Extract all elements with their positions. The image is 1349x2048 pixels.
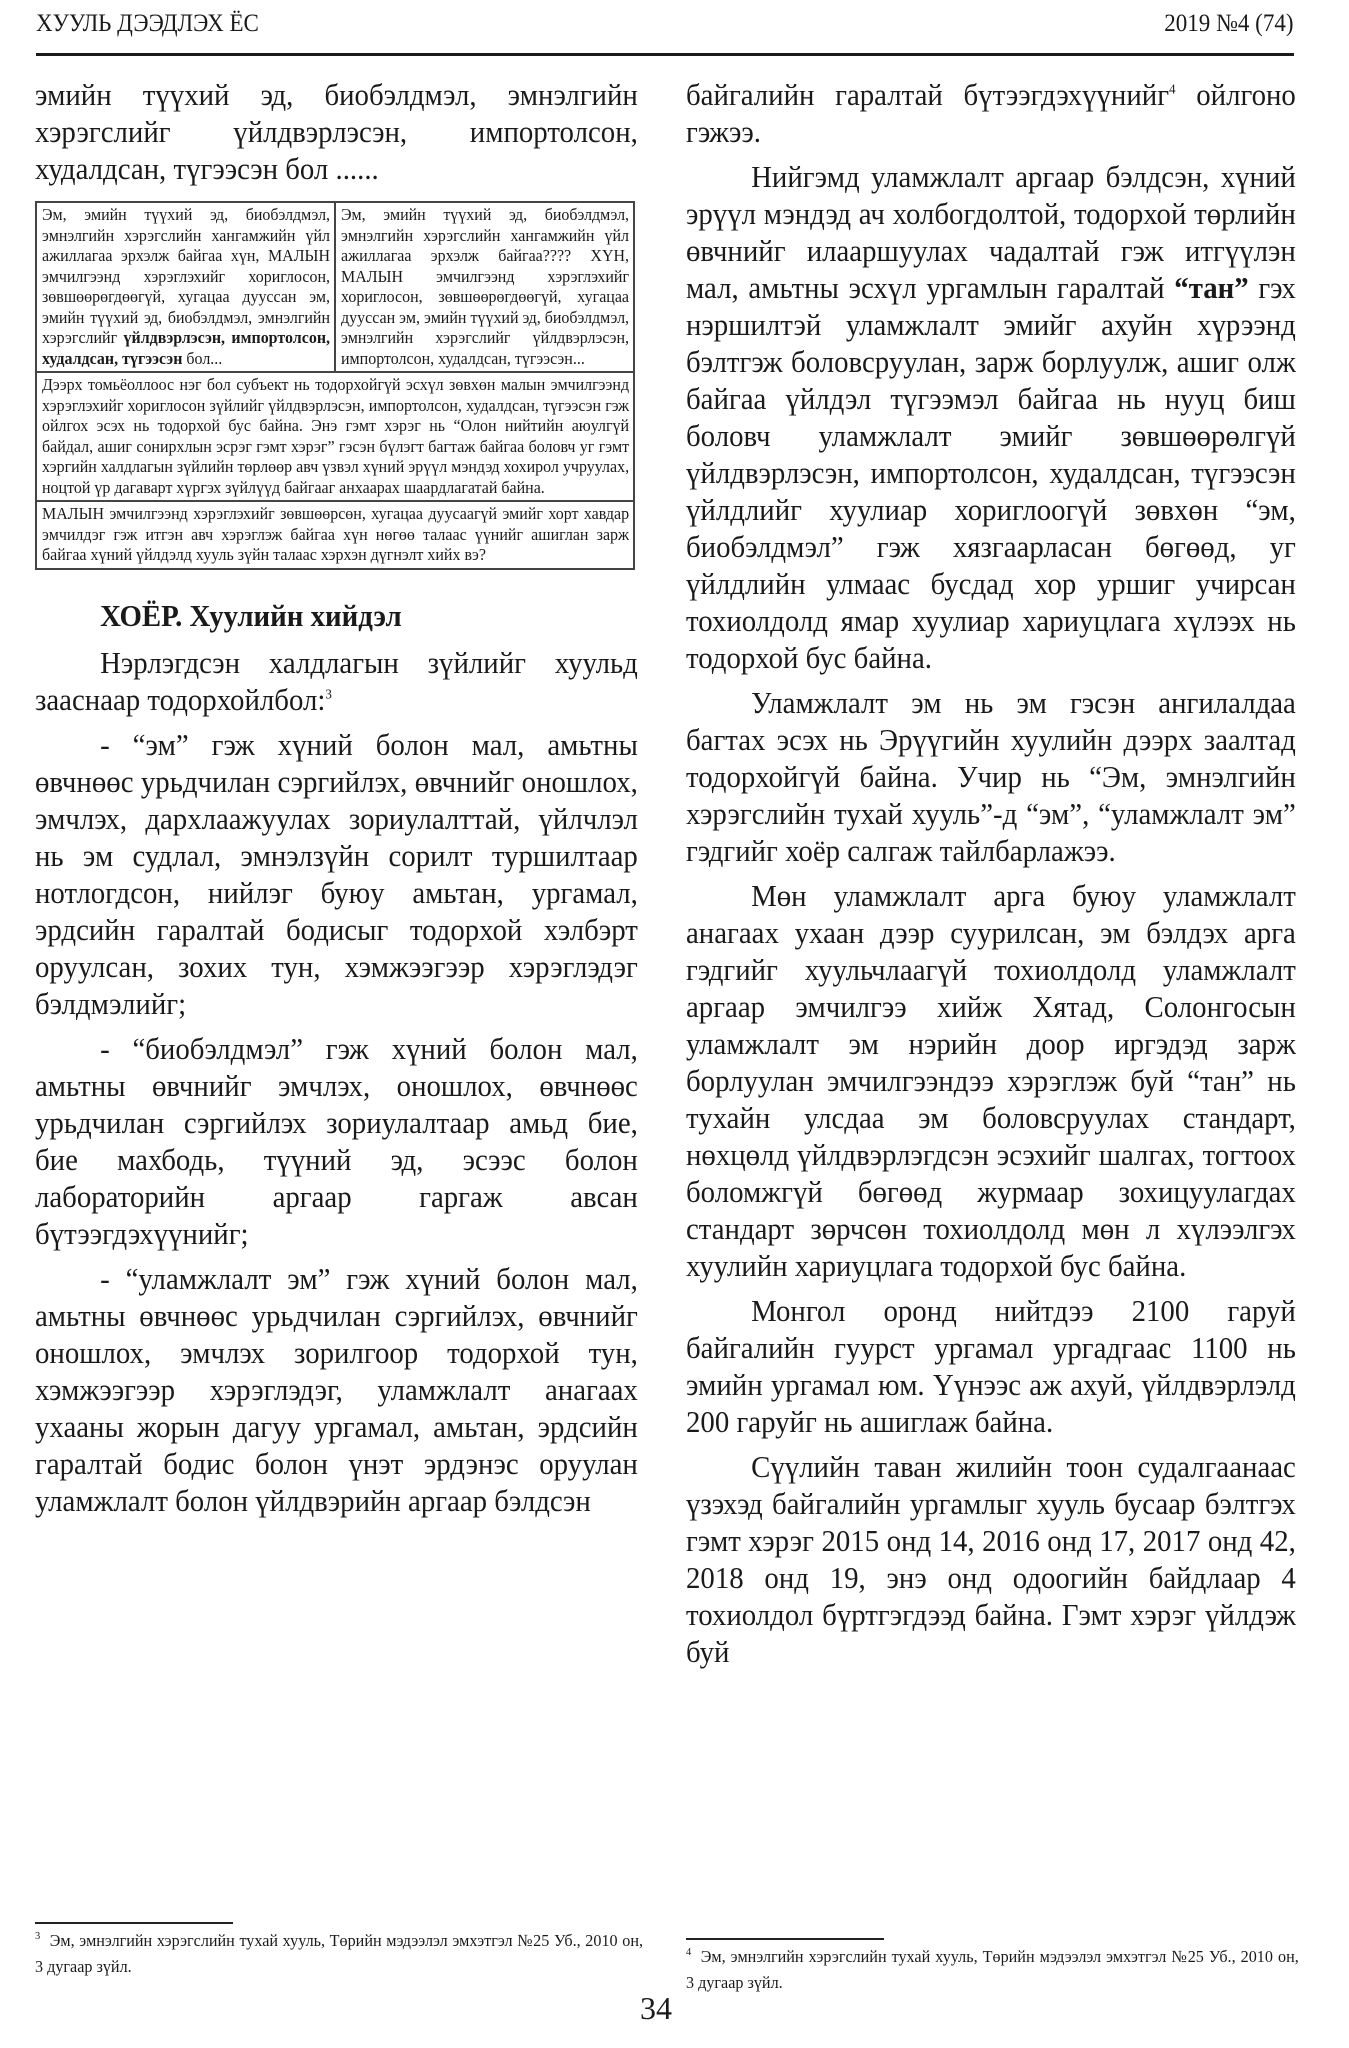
issue-number: 2019 №4 (74) xyxy=(1164,10,1294,37)
paragraph-text: Нийгэмд уламжлалт аргаар бэлдсэн, хүний эрүүл мэндэд ач холбогдолтой, тодорхой төрлийн өвчнийг илааршуулах чадалтай гэж итгүүлэн мал, амьтны эсхүл ургамлын гаралтай xyxy=(686,159,1296,305)
footnote-rule xyxy=(35,1922,233,1924)
continuation-paragraph xyxy=(686,76,1296,150)
page-number: 34 xyxy=(640,1990,672,2026)
cell-text: Эм, эмийн түүхий эд, биобэлдмэл, эмнэлгийн хэрэгслийн хангамжийн үйл ажиллагаа эрхэлж байгаа хүн, МАЛЫН эмчилгээнд хэрэглэхийг хориглосон, зөвшөөрөгдөөгүй, хугацаа дууссан эм, эмийн түүхий эд, биобэлдмэл, эмнэлгийн хэрэгслийг xyxy=(42,205,331,347)
footnote-rule xyxy=(686,1938,884,1940)
definition-medicine: - “эм” гэж хүний болон мал, амьтны өвчнөөс урьдчилан сэргийлэх, өвчнийг оношлох, эмчлэх, дархлаажуулах зориулалттай, үйлчлэл нь эм судлал, эмнэлзүйн сорилт туршилтаар нотлогдсон, нийлэг буюу амьтан, ургамал, эрдсийн гаралтай бодисыг тодорхой хэлбэрт оруулсан, зохих тун, хэмжээгээр хэрэглэдэг бэлдмэлийг; xyxy=(35,726,638,1021)
footnote-text: Эм, эмнэлгийн хэрэгслийн тухай хууль, Төрийн мэдээлэл эмхэтгэл №25 Уб., 2010 он, 3 дугаар зүйл. xyxy=(35,1931,644,1976)
table-cell-current-wording xyxy=(36,202,335,372)
footnote-ref[interactable]: 3 xyxy=(325,687,332,703)
paragraph-text: ойлгоно гэжээ. xyxy=(686,77,1296,149)
footnote-text: Эм, эмнэлгийн хэрэгслийн тухай хууль, Төрийн мэдээлэл эмхэтгэл №25 Уб., 2010 он, 3 дугаар зүйл. xyxy=(686,1947,1299,1992)
footnote-3 xyxy=(35,1928,643,1980)
section-heading: ХОЁР. Хуулийн хийдэл xyxy=(100,597,402,633)
paragraph-tan xyxy=(686,158,1296,676)
footnote-ref[interactable]: 4 xyxy=(1169,82,1176,98)
table-row xyxy=(36,501,634,569)
bold-term: “тан” xyxy=(1174,270,1249,305)
right-column xyxy=(686,76,1296,1670)
table-cell-analysis: Дээрх томьёоллоос нэг бол субъект нь тодорхойгүй эсхүл зөвхөн малын эмчилгээнд хэрэглэхийг хориглосон зүйлийг үйлдвэрлэсэн, импортолсон, худалдсан, түгээсэн гэж ойлгох эсэх нь тодорхой бус байна. Энэ гэмт хэрэг нь “Олон нийтийн аюулгүй байдал, ашиг сонирхлын эсрэг гэмт хэрэг” гэсэн бүлэгт багтаж байгаа боловч уг гэмт хэргийн халдлагын зүйлийн төрлөөр авч үзвэл хүний эрүүл мэндэд хохирол учруулах, ноцтой үр дагаварт хүргэх зүйлүүд байгааг анхаарах шаардлагатай байна. xyxy=(36,372,634,501)
table-row xyxy=(36,202,634,372)
cell-tail-text: бол... xyxy=(182,348,223,368)
paragraph: Монгол оронд нийтдээ 2100 гаруй байгалийн гуурст ургамал ургадгаас 1100 нь эмийн ургамал юм. Үүнээс аж ахуй, үйлдвэрлэлд 200 гаруйг нь ашиглаж байна. xyxy=(686,1293,1296,1439)
table-row xyxy=(36,372,634,501)
paragraph-text: гэх нэршилтэй уламжлалт эмийг ахуйн хүрээнд бэлтгэж боловсруулан, зарж борлуулж, ашиг олж байгаа үйлдэл түгээмэл байгаа нь нууц биш боловч уламжлалт эмийг зөвшөөрөлгүй үйлдвэрлэсэн, импортолсон, худалдсан, түгээсэн үйлдлийг хуулиар хориглоогүй зөвхөн “эм, биобэлдмэл” гэж хязгаарласан бөгөөд, уг үйлдлийн улмаас бусдад хор уршиг учирсан тохиолдолд ямар хуулиар хариуцлага хүлээх нь тодорхой бус байна. xyxy=(686,270,1296,675)
footnote-number: 3 xyxy=(35,1930,41,1943)
left-column xyxy=(35,76,638,1519)
paragraph: Мөн уламжлалт арга буюу уламжлалт анагаах ухаан дээр суурилсан, эм бэлдэх арга гэдгийг хуульчлаагүй тохиолдолд уламжлалт аргаар эмчилгээ хийж Хятад, Солонгосын уламжлалт эм нэрийн доор иргэдэд зарж борлуулан эмчилгээндээ хэрэглэж буй “тан” нь тухайн улсдаа эм боловсруулах стандарт, нөхцөлд үйлдвэрлэгдсэн эсэхийг шалгах, тогтоох боломжгүй бөгөөд журмаар зохицуулагдах стандарт зөрчсөн тохиолдолд мөн л хүлээлгэх хуулийн хариуцлага тодорхой бус байна. xyxy=(686,878,1296,1283)
table-cell-proposed-wording: Эм, эмийн түүхий эд, биобэлдмэл, эмнэлгийн хэрэгслийн хангамжийн үйл ажиллагаа эрхэлж байгаа???? ХҮН, МАЛЫН эмчилгээнд хэрэглэхийг хориглосон, зөвшөөрөгдөөгүй, хугацаа дууссан эм, эмийн түүхий эд, биобэлдмэл, эмнэлгийн хэрэгслийг үйлдвэрлэсэн, импортолсон, худалдсан, түгээсэн... xyxy=(335,202,634,372)
journal-title: ХУУЛЬ ДЭЭДЛЭХ ЁС xyxy=(36,10,259,37)
running-header xyxy=(36,6,1193,46)
footnote-4 xyxy=(686,1944,1299,1996)
cell-bold-text: үйлдвэрлэсэн, импортолсон, худалдсан, түгээсэн xyxy=(42,328,331,368)
intro-paragraph: эмийн түүхий эд, биобэлдмэл, эмнэлгийн хэрэгслийг үйлдвэрлэсэн, импортолсон, худалдсан, түгээсэн бол ...... xyxy=(35,77,638,186)
definition-traditional-medicine: - “уламжлалт эм” гэж хүний болон мал, амьтны өвчнөөс урьдчилан сэргийлэх, өвчнийг оношлох, эмчлэх зорилгоор тодорхой тун, хэмжээгээр хэрэглэдэг, уламжлалт анагаах ухааны жорын дагуу ургамал, амьтан, эрдсийн гаралтай бодис болон үнэт эрдэнэс оруулан уламжлалт болон үйлдвэрийн аргаар бэлдсэн xyxy=(35,1260,638,1518)
paragraph xyxy=(35,644,638,718)
paragraph: Сүүлийн таван жилийн тоон судалгаанаас үзэхэд байгалийн ургамлыг хууль бусаар бэлтгэх гэмт хэрэг 2015 онд 14, 2016 онд 17, 2017 онд 42, 2018 онд 19, энэ онд одоогийн байдлаар 4 тохиолдол бүртгэгдээд байна. Гэмт хэрэг үйлдэж буй xyxy=(686,1449,1296,1669)
header-rule xyxy=(36,53,1294,56)
paragraph-text: Нэрлэгдсэн халдлагын зүйлийг хуульд зааснаар тодорхойлбол: xyxy=(35,644,638,717)
definition-biopreparation: - “биобэлдмэл” гэж хүний болон мал, амьтны өвчнийг эмчлэх, оношлох, өвчнөөс урьдчилан сэргийлэх зориулалтаар амьд бие, бие махбодь, түүний эд, эсээс болон лабораторийн аргаар гаргаж авсан бүтээгдэхүүнийг; xyxy=(35,1030,638,1251)
paragraph: Уламжлалт эм нь эм гэсэн ангилалдаа багтах эсэх нь Эрүүгийн хуулийн дээрх заалтад тодорхойгүй байна. Учир нь “Эм, эмнэлгийн хэрэгслийн тухай хууль”-д “эм”, “уламжлалт эм” гэдгийг хоёр салгаж тайлбарлажээ. xyxy=(686,685,1296,868)
footnote-number: 4 xyxy=(686,1946,692,1959)
paragraph-text: байгалийн гаралтай бүтээгдэхүүнийг xyxy=(686,77,1170,112)
table-cell-question: МАЛЫН эмчилгээнд хэрэглэхийг зөвшөөрсөн, хугацаа дуусаагүй эмийг хорт хавдар эмчилдэг гэж итгэн авч хэрэглэж байгаа хүн нөгөө талаас үүнийг ашиглан зарж байгаа хүний үйлдэлд хууль зүйн талаас хэрхэн дүгнэлт хийх вэ? xyxy=(36,501,634,569)
comparison-table xyxy=(35,201,635,570)
